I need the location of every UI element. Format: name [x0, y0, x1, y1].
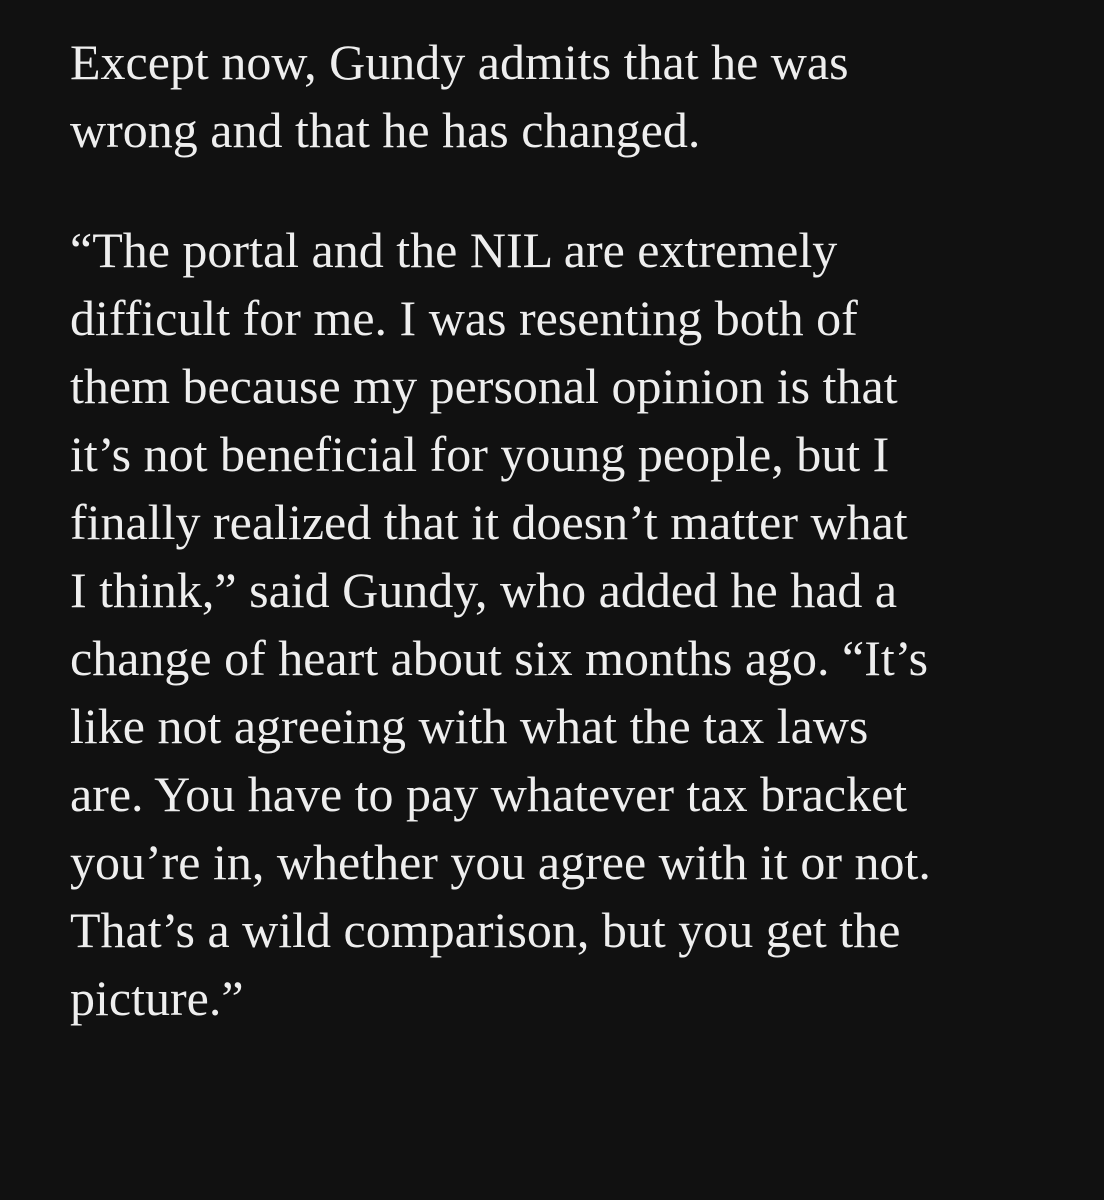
paragraph-spacer: [70, 164, 1070, 216]
text-line: you’re in, whether you agree with it or not.: [70, 834, 931, 890]
text-line: are. You have to pay whatever tax bracket: [70, 766, 908, 822]
paragraph-intro: [70, 28, 1070, 164]
text-line: That’s a wild comparison, but you get the: [70, 902, 901, 958]
text-line: Except now, Gundy admits that he was: [70, 34, 849, 90]
text-line: I think,” said Gundy, who added he had a: [70, 562, 898, 618]
text-line: wrong and that he has changed.: [70, 102, 701, 158]
text-line: change of heart about six months ago. “It’s: [70, 630, 929, 686]
text-line: it’s not beneficial for young people, but I: [70, 426, 890, 482]
paragraph-quote: [70, 216, 1070, 1032]
text-line: “The portal and the NIL are extremely: [70, 222, 838, 278]
text-line: picture.”: [70, 970, 244, 1026]
text-line: like not agreeing with what the tax laws: [70, 698, 869, 754]
text-line: them because my personal opinion is that: [70, 358, 898, 414]
article-body: [70, 28, 1070, 1032]
text-line: difficult for me. I was resenting both of: [70, 290, 858, 346]
text-line: finally realized that it doesn’t matter what: [70, 494, 908, 550]
